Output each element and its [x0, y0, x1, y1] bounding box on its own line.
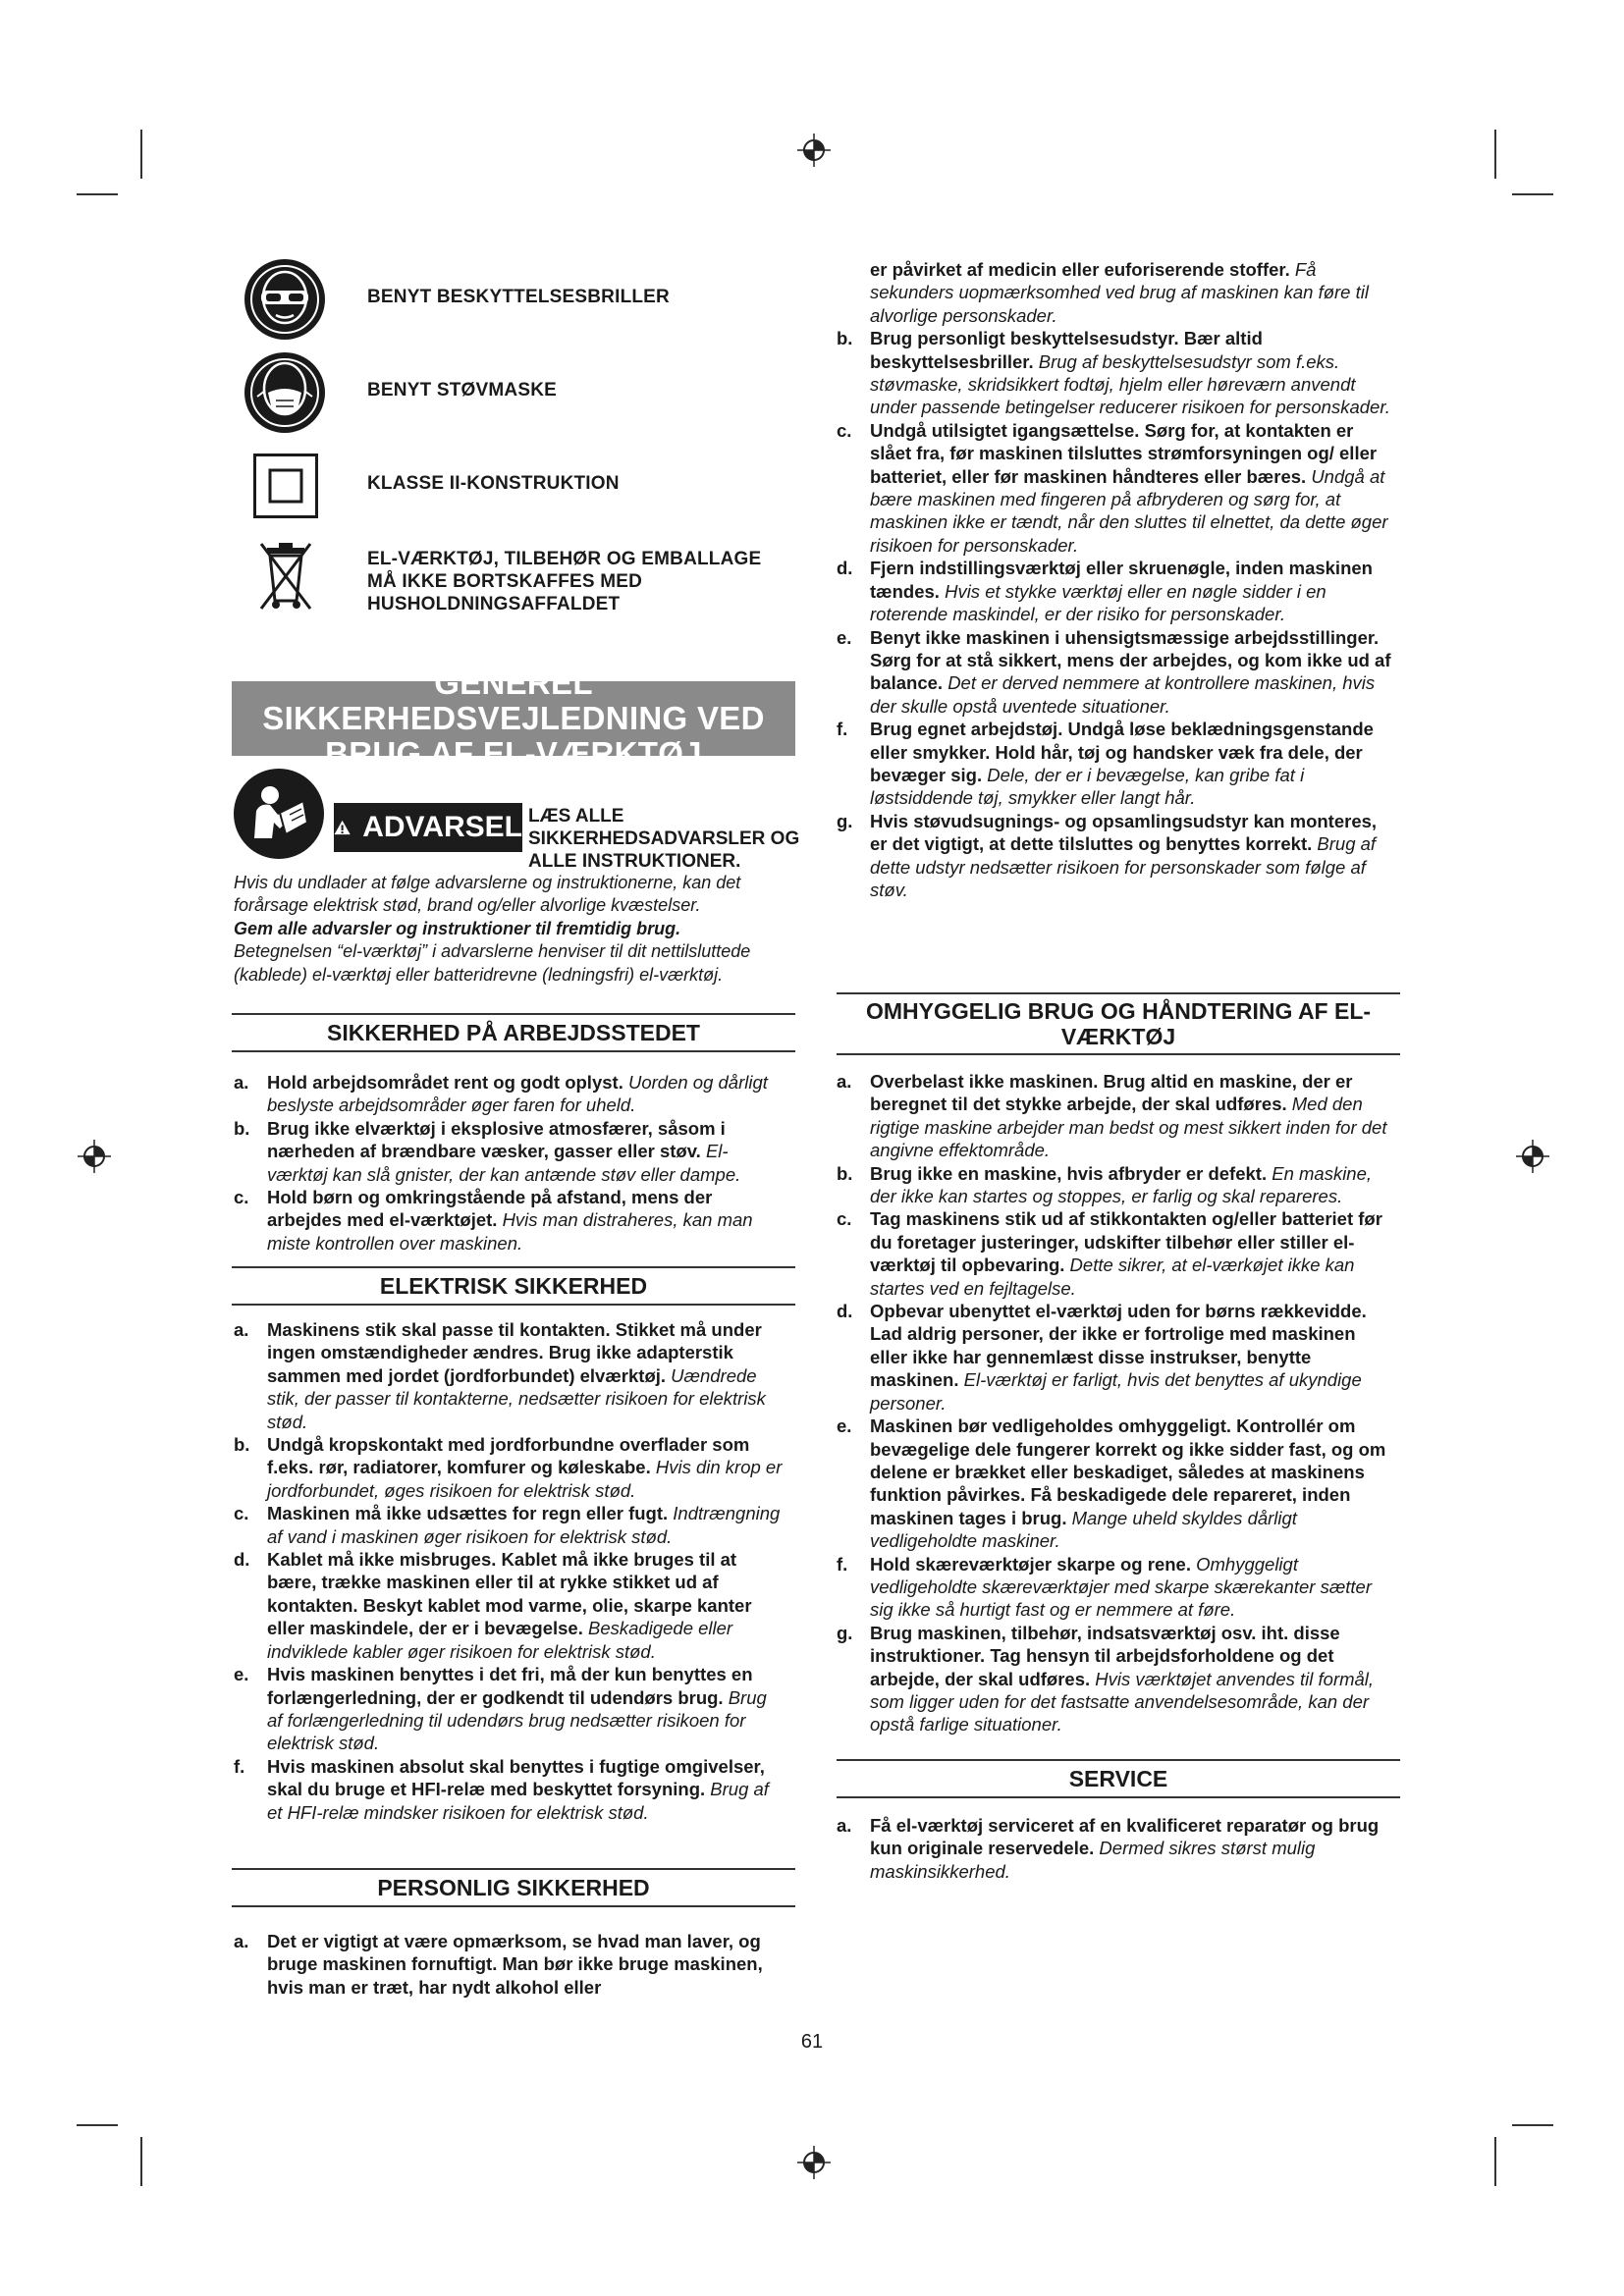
- list-item: c. Undgå utilsigtet igangsættelse. Sørg for, at kontakten er slået fra, før maskinen tilsluttes strømforsyningen og/ eller batteriet, eller før maskinen håndteres eller bæres. Undgå at bære maskinen med fingeren på afbryderen og sørg for, at maskinen ikke er tændt, når den sluttes til elnettet, da dette øger risikoen for personskader.: [837, 419, 1388, 556]
- list-item: b. Brug ikke en maskine, hvis afbryder er defekt. En maskine, der ikke kan startes og stoppes, er farlig og skal repareres.: [837, 1162, 1373, 1207]
- registration-mark-icon: [78, 1140, 111, 1173]
- list-item: f. Brug egnet arbejdstøj. Undgå løse beklædningsgenstande eller smykker. Hold hår, tøj og handsker væk fra dele, der bevæger sig. Dele, der er i bevægelse, kan gribe fat i løstsiddende tøj, smykker eller langt hår.: [837, 719, 1374, 809]
- list-item: d. Opbevar ubenyttet el-værktøj uden for børns rækkevidde. Lad aldrig personer, der ikke er fortrolige med maskinen eller ikke har gennemlæst disse instrukser, benytte maskinen. El-værktøj er farligt, hvis det benyttes af ukyndige personer.: [837, 1301, 1367, 1414]
- crop-mark: [1512, 2124, 1553, 2126]
- crop-mark: [140, 130, 142, 179]
- page-number: 61: [800, 2031, 824, 2053]
- list-item: d. Kablet må ikke misbruges. Kablet må ikke bruges til at bære, trække maskinen eller til at rykke stikket ud af kontakten. Beskyt kablet mod varme, olie, skarpe kanter eller maskindele, der er i bevægelse. Beskadigede eller indviklede kabler øger risikoen for elektrisk stød.: [234, 1549, 752, 1662]
- list-item: e. Benyt ikke maskinen i uhensigtsmæssige arbejdsstillinger. Sørg for at stå sikkert, mens der arbejdes, og kom ikke ud af balance. Det er derved nemmere at kontrollere maskinen, hvis der skulle opstå uventede situationer.: [837, 626, 1391, 717]
- warning-read-all: LÆS ALLE SIKKERHEDSADVARSLER OG ALLE INSTRUKTIONER.: [528, 806, 800, 872]
- section-heading: SIKKERHED PÅ ARBEJDSSTEDET: [232, 1013, 795, 1052]
- section-banner: GENEREL SIKKERHEDSVEJLEDNING VED BRUG AF EL-VÆRKTØJ: [232, 681, 795, 756]
- registration-mark-icon: [797, 133, 831, 167]
- warning-badge: ADVARSEL: [334, 803, 522, 852]
- warning-text: Hvis du undlader at følge advarslerne og instruktionerne, kan det forårsage elektrisk stød, brand og/eller alvorlige kvæstelser. Gem alle advarsler og instruktioner til fremtidig brug. Betegnelsen “el-værktøj” i advarslerne henviser til dit nettilsluttede (kablede) el-værktøj eller batteridrevne (ledningsfri) el-værktøj.: [234, 873, 751, 985]
- class-ii-icon: [253, 454, 318, 518]
- list-item: d. Fjern indstillingsværktøj eller skruenøgle, inden maskinen tændes. Hvis et stykke værktøj eller en nøgle sidder i en roterende maskindel, er der risiko for personskader.: [837, 558, 1373, 625]
- crop-mark: [1512, 193, 1553, 195]
- read-manual-icon: [233, 768, 325, 860]
- crop-mark: [140, 2137, 142, 2186]
- personal-list-start: [234, 1930, 784, 1999]
- electric-list: [234, 1318, 784, 1824]
- section-heading: PERSONLIG SIKKERHED: [232, 1868, 795, 1907]
- crop-mark: [77, 193, 118, 195]
- list-item: f. Hvis maskinen absolut skal benyttes i fugtige omgivelser, skal du bruge et HFI-relæ med beskyttet forsyning. Brug af et HFI-relæ mindsker risikoen for elektrisk stød.: [234, 1755, 769, 1823]
- list-item: b. Undgå kropskontakt med jordforbundne overflader som f.eks. rør, radiatorer, komfurer og køleskabe. Hvis din krop er jordforbundet, øges risikoen for elektrisk stød.: [234, 1434, 783, 1501]
- list-item: f. Hold skæreværktøjer skarpe og rene. Omhyggeligt vedligeholdte skæreværktøjer med skarpe skærekanter sætter sig ikke så hurtigt fast og er nemmere at føre.: [837, 1553, 1372, 1621]
- section-heading: SERVICE: [837, 1759, 1400, 1798]
- list-item: g. Brug maskinen, tilbehør, indsatsværktøj osv. iht. disse instruktioner. Tag hensyn til arbejdsforholdene og det arbejde, der skal udføres. Hvis værktøjet anvendes til formål, som ligger uden for det fastsatte anvendelsesområde, kan der opstå farlige situationer.: [837, 1622, 1375, 1735]
- list-item: c. Hold børn og omkringstående på afstand, mens der arbejdes med el-værktøjet. Hvis man distraheres, kan man miste kontrollen over maskinen.: [234, 1187, 753, 1254]
- icon-label: EL-VÆRKTØJ, TILBEHØR OG EMBALLAGE MÅ IKKE BORTSKAFFES MED HUSHOLDNINGSAFFALDET: [367, 549, 762, 614]
- icon-label: BENYT STØVMASKE: [367, 380, 558, 400]
- dust-mask-icon: [244, 351, 326, 434]
- registration-mark-icon: [797, 2146, 831, 2179]
- careful-use-list: [837, 1070, 1392, 1736]
- work-area-list: [234, 1071, 784, 1255]
- list-item: a. Hold arbejdsområdet rent og godt oplyst. Uorden og dårligt beslyste arbejdsområder øger faren for uheld.: [234, 1072, 768, 1116]
- registration-mark-icon: [1516, 1140, 1549, 1173]
- crop-mark: [1494, 2137, 1496, 2186]
- section-heading: OMHYGGELIG BRUG OG HÅNDTERING AF EL- VÆRKTØJ: [837, 992, 1400, 1055]
- section-heading: ELEKTRISK SIKKERHED: [232, 1266, 795, 1306]
- list-item: c. Maskinen må ikke udsættes for regn eller fugt. Indtrængning af vand i maskinen øger risikoen for elektrisk stød.: [234, 1503, 781, 1547]
- list-item: e. Hvis maskinen benyttes i det fri, må der kun benyttes en forlængerledning, der er godkendt til udendørs brug. Brug af forlængerledning til udendørs brug nedsætter risikoen for elektrisk stød.: [234, 1664, 767, 1754]
- list-item: a. Det er vigtigt at være opmærksom, se hvad man laver, og bruge maskinen fornuftigt. Man bør ikke bruge maskinen, hvis man er træt, har nydt alkohol eller: [234, 1931, 763, 1998]
- personal-list-cont: [837, 258, 1392, 901]
- list-item: e. Maskinen bør vedligeholdes omhyggeligt. Kontrollér om bevægelige dele fungerer korrekt og ikke sidder fast, og om delene er brækket eller beskadiget, således at maskinens funktion påvirkes. Få beskadigede dele repareret, inden maskinen tages i brug. Mange uheld skyldes dårligt vedligeholdte maskiner.: [837, 1415, 1386, 1552]
- list-item: b. Brug personligt beskyttelsesudstyr. Bær altid beskyttelsesbriller. Brug af beskyttelsesudstyr som f.eks. støvmaske, skridsikkert fodtøj, hjelm eller høreværn anvendt under passende betingelser reducerer risikoen for personskader.: [837, 328, 1390, 418]
- list-item: a. Maskinens stik skal passe til kontakten. Stikket må under ingen omstændigheder ændres. Brug ikke adapterstik sammen med jordet (jordforbundet) elværktøj. Uændrede stik, der passer til kontakterne, nedsætter risikoen for elektrisk stød.: [234, 1319, 766, 1432]
- list-item: a. Overbelast ikke maskinen. Brug altid en maskine, der er beregnet til det stykke arbejde, der skal udføres. Med den rigtige maskine arbejder man bedst og mest sikkert inden for det angivne effektområde.: [837, 1071, 1387, 1161]
- icon-label: BENYT BESKYTTELSESBRILLER: [367, 287, 670, 307]
- warning-triangle-icon: [334, 813, 351, 842]
- list-item: b. Brug ikke elværktøj i eksplosive atmosfærer, såsom i nærheden af brændbare væsker, gasser eller støv. El-værktøj kan slå gnister, der kan antænde støv eller dampe.: [234, 1117, 741, 1185]
- list-item: c. Tag maskinens stik ud af stikkontakten og/eller batteriet før du foretager justeringer, udskifter tilbehør eller stiller el-værktøj til opbevaring. Dette sikrer, at el-værkøjet ikke kan startes ved en fejltagelse.: [837, 1208, 1382, 1299]
- safety-glasses-icon: [244, 258, 326, 341]
- weee-bin-icon: [257, 540, 314, 613]
- icon-label: KLASSE II-KONSTRUKTION: [367, 473, 620, 494]
- list-item: a. Få el-værktøj serviceret af en kvalificeret reparatør og brug kun originale reservedele. Dermed sikres størst mulig maskinsikkerhed.: [837, 1815, 1380, 1882]
- crop-mark: [1494, 130, 1496, 179]
- crop-mark: [77, 2124, 118, 2126]
- list-item: er påvirket af medicin eller euforiserende stoffer. Få sekunders uopmærksomhed ved brug af maskinen kan føre til alvorlige personskader.: [870, 259, 1369, 326]
- list-item: g. Hvis støvudsugnings- og opsamlingsudstyr kan monteres, er det vigtigt, at dette tilsluttes og benyttes korrekt. Brug af dette udstyr nedsætter risikoen for personskader som følge af støv.: [837, 810, 1378, 900]
- service-list: [837, 1814, 1392, 1883]
